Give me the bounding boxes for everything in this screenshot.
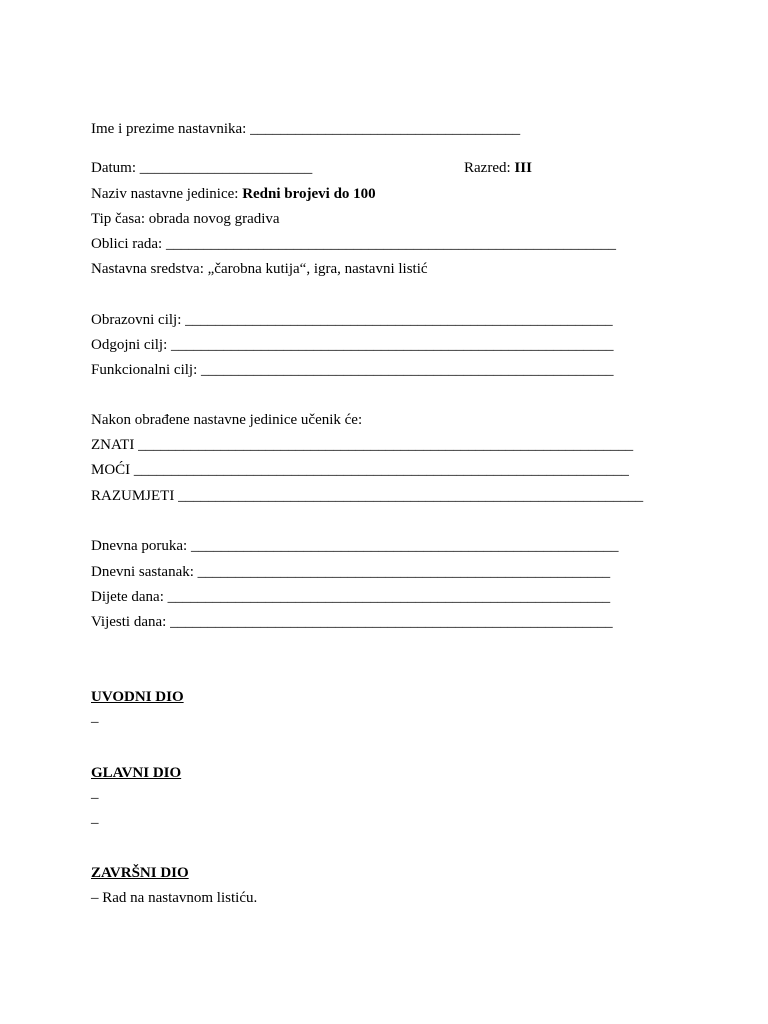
teacher-name-line: Ime i prezime nastavnika: ____________________________________ <box>91 121 521 137</box>
unit-label: Naziv nastavne jedinice: <box>91 186 243 202</box>
functional-goal-line: Funkcionalni cilj: _______________________________________________________ <box>91 362 614 378</box>
teaching-aids-line: Nastavna sredstva: „čarobna kutija“, igra, nastavni listić <box>91 261 428 277</box>
outcome-can-line: MOĆI __________________________________________________________________ <box>91 462 629 478</box>
daily-meeting-line: Dnevni sastanak: _______________________________________________________ <box>91 564 611 580</box>
grade-label: Razred: <box>464 160 515 176</box>
unit-line <box>91 185 376 203</box>
work-forms-line: Oblici rada: ____________________________________________________________ <box>91 236 616 252</box>
unit-value: Redni brojevi do 100 <box>242 186 376 202</box>
main-item-2: – <box>91 815 99 831</box>
lesson-type-line: Tip časa: obrada novog gradiva <box>91 211 280 227</box>
grade-line <box>464 159 532 177</box>
upbringing-goal-line: Odgojni cilj: ___________________________________________________________ <box>91 337 614 353</box>
outcome-understand-line: RAZUMJETI ______________________________________________________________ <box>91 488 644 504</box>
outcome-know-line: ZNATI __________________________________________________________________ <box>91 437 634 453</box>
final-section-title: ZAVRŠNI DIO <box>91 865 189 881</box>
main-item-1: – <box>91 790 99 806</box>
daily-news-line: Vijesti dana: ___________________________________________________________ <box>91 614 613 630</box>
date-line: Datum: _______________________ <box>91 160 313 176</box>
child-of-day-line: Dijete dana: ___________________________________________________________ <box>91 589 611 605</box>
final-item: – Rad na nastavnom listiću. <box>91 890 258 906</box>
intro-section-title: UVODNI DIO <box>91 689 184 705</box>
educational-goal-line: Obrazovni cilj: _________________________________________________________ <box>91 312 613 328</box>
main-section-title: GLAVNI DIO <box>91 765 182 781</box>
intro-item: – <box>91 714 99 730</box>
grade-value: III <box>514 160 532 176</box>
outcomes-intro: Nakon obrađene nastavne jedinice učenik će: <box>91 412 363 428</box>
daily-message-line: Dnevna poruka: _________________________________________________________ <box>91 538 619 554</box>
